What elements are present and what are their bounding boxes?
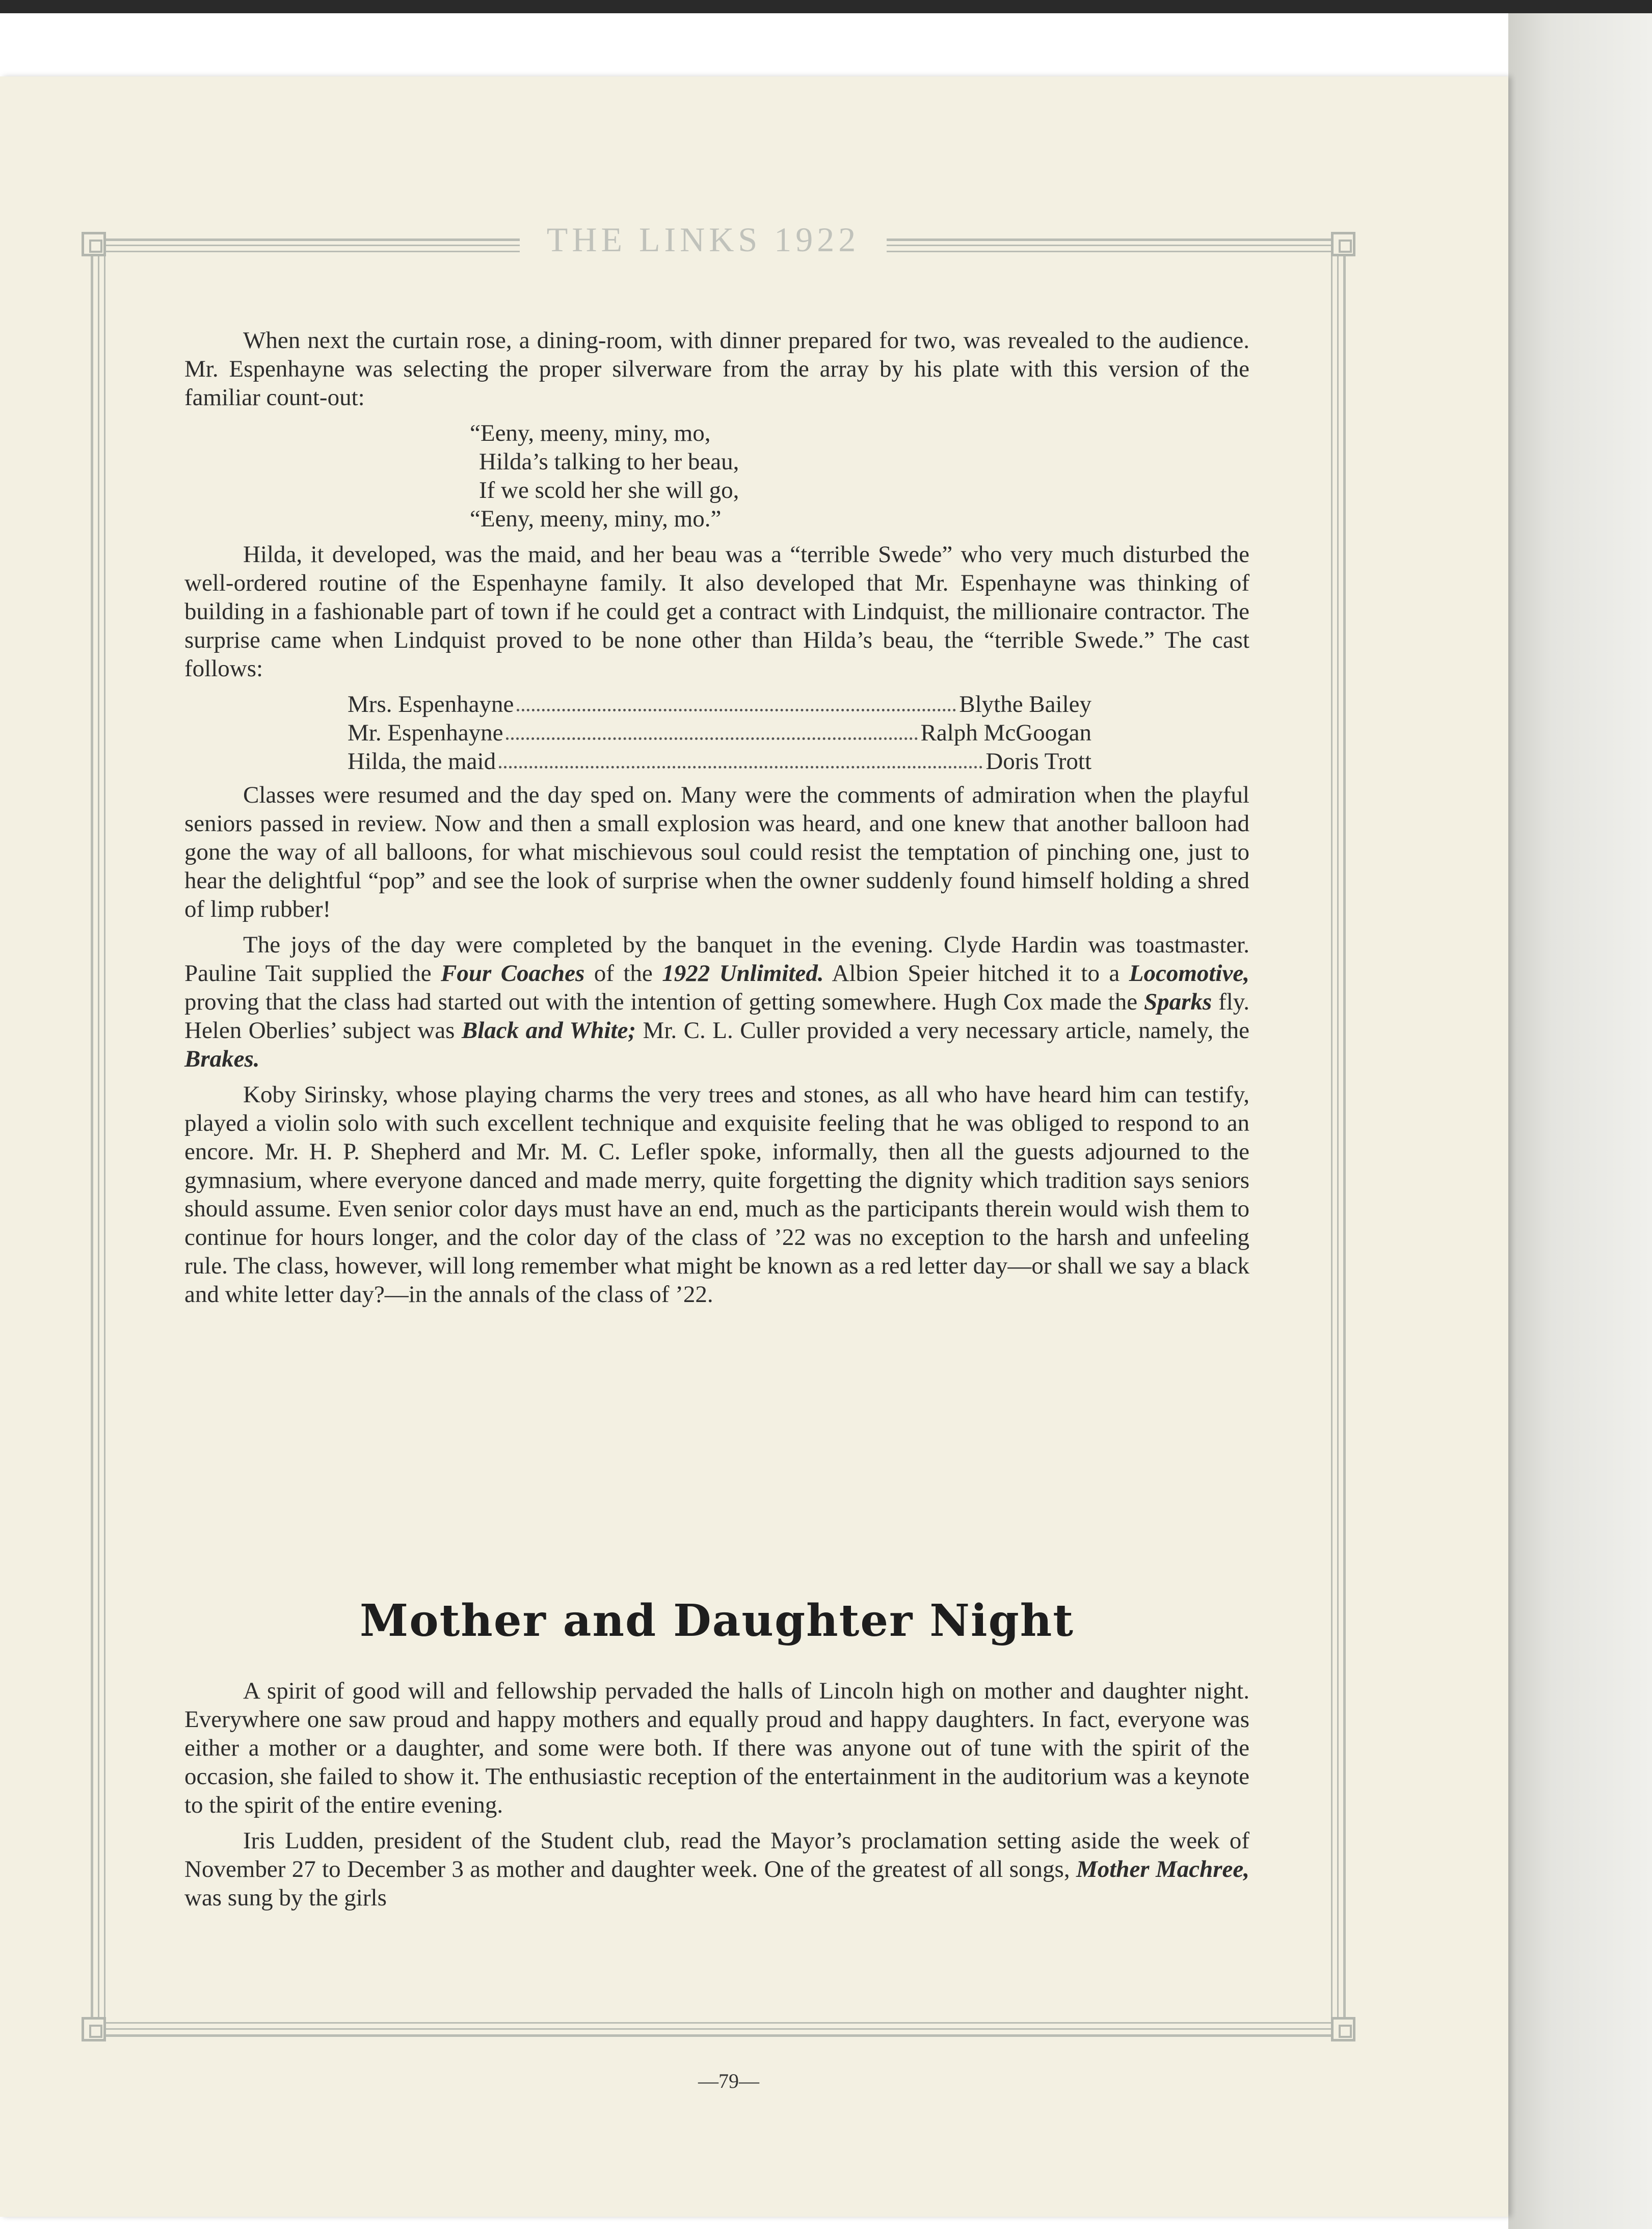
paragraph: Koby Sirinsky, whose playing charms the very trees and stones, as all who have heard him can testify, played a violin solo with such excellent technique and exquisite feeling that he was obliged to respond to an encore. Mr. H. P. Shepherd and Mr. M. C. Lefler spoke, informally, then all the guests adjourned to the gymnasium, where everyone danced and made merry, quite forgetting the dignity which tradition says seniors should assume. Even senior color days must have an end, much as the participants therein would wish them to continue for hours longer, and the color day of the class of ’22 was no exception to the harsh and unfeeling rule. The class, however, will long remember what might be known as a red letter day—or shall we say a black and white letter day?—in the annals of the class of ’22. xyxy=(184,1081,1249,1308)
running-header: THE LINKS 1922 xyxy=(520,219,887,260)
cast-role: Mrs. Espenhayne xyxy=(348,691,514,718)
text-run: Albion Speier hitched it to a xyxy=(823,960,1129,987)
paragraph: A spirit of good will and fellowship pervaded the halls of Lincoln high on mother and daughter night. Everywhere one saw proud and happy mothers and equally proud and happy daughters. In fact, everyone was either a mother or a daughter, and some were both. If there was anyone out of tune with the spirit of the occasion, she failed to show it. The enthusiastic reception of the entertainment in the auditorium was a keynote to the spirit of the entire evening. xyxy=(184,1678,1249,1818)
text-run: was sung by the girls xyxy=(184,1885,387,1911)
leader-dots xyxy=(499,747,982,768)
cast-actor: Doris Trott xyxy=(985,748,1091,775)
cast-actor: Blythe Bailey xyxy=(959,691,1091,718)
frame-corner-ornament xyxy=(1331,232,1355,256)
italic-run: Black and White; xyxy=(461,1017,636,1044)
scan-background xyxy=(1508,13,1652,2229)
paragraph: Hilda, it developed, was the maid, and her beau was a “terrible Swede” who very much disturbed the well-ordered routine of the Espenhayne family. It also developed that Mr. Espenhayne was thinking of building in a fashionable part of town if he could get a contract with Lindquist, the millionaire contractor. The surprise came when Lindquist proved to be none other than Hilda’s beau, the “terrible Swede.” The cast follows: xyxy=(184,541,1249,682)
italic-run: Four Coaches xyxy=(441,960,585,987)
scan-top-edge xyxy=(0,0,1652,13)
cast-list xyxy=(348,690,1091,776)
leader-dots xyxy=(517,690,956,711)
text-run: of the xyxy=(584,960,662,987)
frame-left-line xyxy=(104,252,105,2021)
frame-corner-ornament xyxy=(82,2017,106,2041)
text-run: Mr. C. L. Culler provided a very necessary article, namely, the xyxy=(636,1017,1249,1044)
cast-row xyxy=(348,690,1091,719)
italic-run: Sparks xyxy=(1143,989,1212,1015)
italic-run: Brakes. xyxy=(184,1046,260,1072)
paragraph xyxy=(184,1826,1249,1912)
frame-bottom-line xyxy=(101,2022,1344,2024)
text-run: fly. Helen Oberlies’ subject was xyxy=(184,989,1249,1044)
cast-actor: Ralph McGoogan xyxy=(920,720,1091,746)
italic-run: Mother Machree, xyxy=(1076,1856,1249,1882)
section-body xyxy=(184,1677,1249,1919)
text-run: Iris Ludden, president of the Student club, read the Mayor’s proclamation setting aside the week of November 27 to December 3 as mother and daughter week. One of the greatest of all songs, xyxy=(184,1827,1249,1882)
page-number: —79— xyxy=(698,2069,759,2092)
verse-line: Hilda’s talking to her beau, xyxy=(479,448,739,475)
verse-line: “Eeny, meeny, miny, mo.” xyxy=(470,506,722,532)
italic-run: Locomotive, xyxy=(1129,960,1249,987)
frame-bottom-line xyxy=(101,2028,1344,2030)
frame-right-line xyxy=(1331,252,1333,2021)
cast-role: Hilda, the maid xyxy=(348,748,496,775)
paragraph: Classes were resumed and the day sped on. Many were the comments of admiration when the playful seniors passed in review. Now and then a small explosion was heard, and one knew that another balloon had gone the way of all balloons, for what mischievous soul could resist the temptation of pinching one, just to hear the delightful “pop” and see the look of surprise when the owner suddenly found himself holding a shred of limp rubber! xyxy=(184,782,1249,922)
frame-right-line xyxy=(1343,252,1346,2021)
frame-right-line xyxy=(1337,252,1339,2021)
cast-row xyxy=(348,719,1091,747)
verse-line: “Eeny, meeny, miny, mo, xyxy=(470,420,711,446)
paragraph xyxy=(184,931,1249,1073)
frame-corner-ornament xyxy=(82,232,106,256)
paragraph: When next the curtain rose, a dining-room, with dinner prepared for two, was revealed to the audience. Mr. Espenhayne was selecting the proper silverware from the array by his plate with this version of the familiar count-out: xyxy=(184,327,1249,411)
article-body xyxy=(184,326,1249,1316)
cast-role: Mr. Espenhayne xyxy=(348,720,503,746)
verse-line: If we scold her she will go, xyxy=(479,477,739,503)
section-heading: Mother and Daughter Night xyxy=(360,1595,1074,1647)
cast-row xyxy=(348,747,1091,776)
frame-corner-ornament xyxy=(1331,2017,1355,2041)
frame-left-line xyxy=(98,252,99,2021)
frame-bottom-line xyxy=(101,2034,1344,2037)
text-run: The joys of the day were completed by the banquet in the evening. Clyde Hardin was toastmaster. Pauline Tait supplied the xyxy=(184,932,1249,987)
frame-left-line xyxy=(91,252,93,2021)
leader-dots xyxy=(506,719,917,740)
verse xyxy=(470,419,1249,533)
text-run: proving that the class had started out with the intention of getting somewhere. Hugh Cox made the xyxy=(184,989,1144,1015)
italic-run: 1922 Unlimited. xyxy=(662,960,824,987)
